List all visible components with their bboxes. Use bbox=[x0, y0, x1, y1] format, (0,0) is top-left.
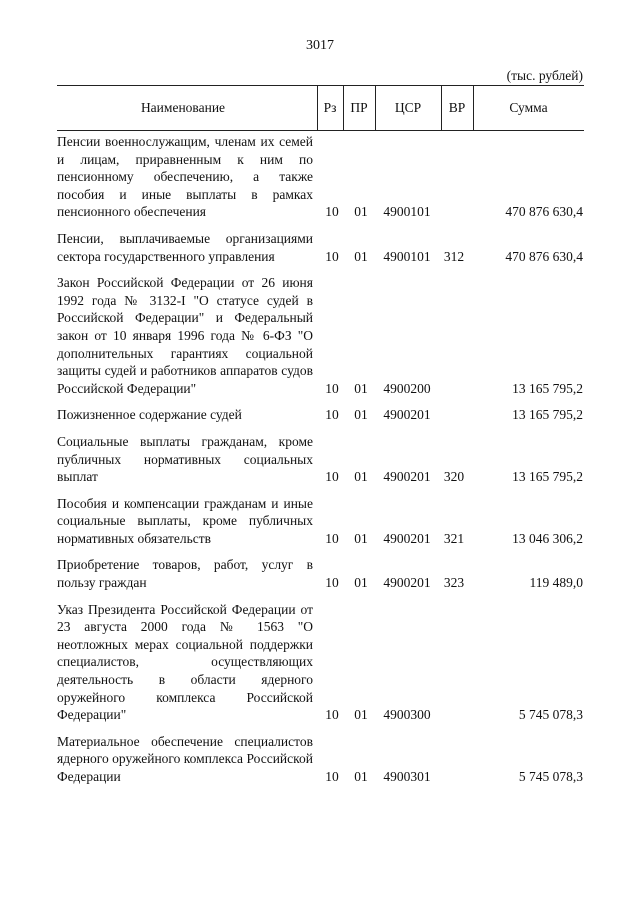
row-sum: 5 745 078,3 bbox=[518, 769, 583, 784]
row-csr: 4900101 bbox=[383, 248, 431, 264]
table-row bbox=[0, 406, 640, 424]
table-row bbox=[0, 133, 640, 221]
row-csr: 4900101 bbox=[383, 204, 431, 220]
units-label: (тыс. рублей) bbox=[506, 68, 583, 83]
row-name: Пенсии, выплачиваемые организациями сектора государственного управления bbox=[57, 230, 313, 264]
table-row bbox=[0, 433, 640, 486]
header-rz: Рз bbox=[323, 100, 337, 115]
table-header bbox=[57, 85, 584, 131]
row-pr: 01 bbox=[354, 248, 368, 264]
row-vr: 323 bbox=[443, 575, 465, 591]
table-row bbox=[0, 601, 640, 724]
row-name: Приобретение товаров, работ, услуг в пользу граждан bbox=[57, 557, 313, 591]
row-rz: 10 bbox=[325, 769, 339, 784]
row-pr: 01 bbox=[354, 469, 368, 485]
row-pr: 01 bbox=[354, 380, 368, 396]
table-row bbox=[0, 733, 640, 786]
table-row bbox=[0, 274, 640, 397]
row-name: Пожизненное содержание судей bbox=[57, 407, 242, 423]
row-name: Материальное обеспечение специалистов ядерного оружейного комплекса Российской Федерации bbox=[57, 733, 313, 784]
header-csr: ЦСР bbox=[394, 100, 422, 115]
row-pr: 01 bbox=[354, 204, 368, 220]
header-sum: Сумма bbox=[509, 100, 548, 115]
table-row bbox=[0, 230, 640, 265]
row-pr: 01 bbox=[354, 530, 368, 546]
row-name: Социальные выплаты гражданам, кроме публичных нормативных социальных выплат bbox=[57, 433, 313, 485]
row-csr: 4900301 bbox=[383, 769, 431, 784]
row-rz: 10 bbox=[325, 530, 339, 546]
row-sum: 470 876 630,4 bbox=[505, 248, 583, 264]
row-rz: 10 bbox=[325, 469, 339, 485]
row-vr: 321 bbox=[443, 530, 465, 546]
row-sum: 13 165 795,2 bbox=[512, 407, 583, 423]
row-name: Закон Российской Федерации от 26 июня 1992 года № 3132-I "О статусе судей в Российской Федерации" и Федеральный закон от 10 января 1996 года № 6-ФЗ "О дополнительных гарантиях социальной защиты судей и работников аппаратов судов Российской Федерации" bbox=[57, 275, 313, 396]
row-pr: 01 bbox=[354, 769, 368, 784]
row-rz: 10 bbox=[325, 575, 339, 591]
table-row bbox=[0, 495, 640, 548]
row-pr: 01 bbox=[354, 575, 368, 591]
row-sum: 13 165 795,2 bbox=[512, 469, 583, 485]
table-body bbox=[0, 133, 640, 795]
row-csr: 4900200 bbox=[383, 380, 431, 396]
row-rz: 10 bbox=[325, 407, 339, 423]
page-number: 3017 bbox=[306, 38, 334, 53]
row-csr: 4900201 bbox=[383, 575, 431, 591]
row-name: Пенсии военнослужащим, членам их семей и лицам, приравненным к ним по пенсионному обеспечению, а также пособия и иные выплаты в рамках пенсионного обеспечения bbox=[57, 134, 313, 220]
row-name: Пособия и компенсации гражданам и иные социальные выплаты, кроме публичных нормативных обязательств bbox=[57, 495, 313, 546]
table-row bbox=[0, 556, 640, 591]
row-sum: 470 876 630,4 bbox=[505, 204, 583, 220]
row-sum: 119 489,0 bbox=[529, 575, 583, 591]
row-rz: 10 bbox=[325, 707, 339, 723]
header-pr: ПР bbox=[350, 100, 368, 115]
row-sum: 13 046 306,2 bbox=[512, 530, 583, 546]
header-vr: ВР bbox=[448, 100, 466, 115]
row-pr: 01 bbox=[354, 407, 368, 423]
row-csr: 4900300 bbox=[383, 707, 431, 723]
row-csr: 4900201 bbox=[383, 530, 431, 546]
row-csr: 4900201 bbox=[383, 469, 431, 485]
row-rz: 10 bbox=[325, 204, 339, 220]
row-csr: 4900201 bbox=[383, 407, 431, 423]
row-rz: 10 bbox=[325, 380, 339, 396]
row-name: Указ Президента Российской Федерации от 23 августа 2000 года № 1563 "О неотложных мерах социальной поддержки специалистов, осуществляющих деятельность в области ядерного оружейного комплекса Российской Федерации" bbox=[57, 601, 313, 723]
row-pr: 01 bbox=[354, 707, 368, 723]
row-sum: 13 165 795,2 bbox=[512, 380, 583, 396]
row-vr: 312 bbox=[443, 248, 465, 264]
row-rz: 10 bbox=[325, 248, 339, 264]
row-vr: 320 bbox=[443, 469, 465, 485]
header-name: Наименование bbox=[140, 100, 226, 115]
row-sum: 5 745 078,3 bbox=[518, 707, 583, 723]
